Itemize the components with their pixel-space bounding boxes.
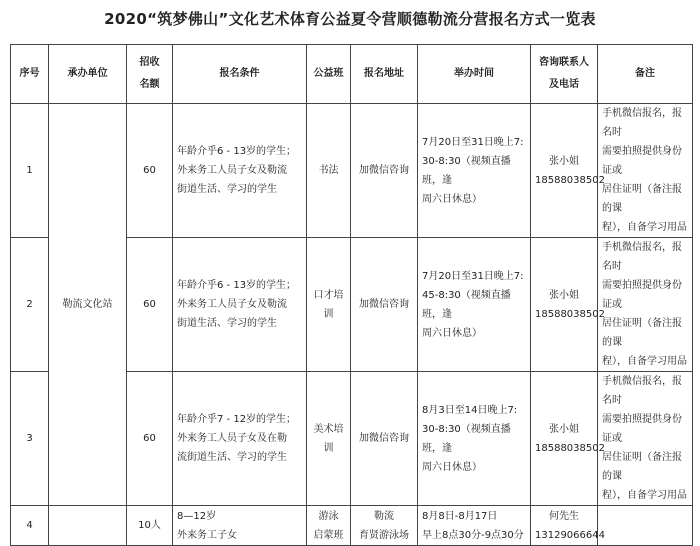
cell-condition: 年龄介乎6 - 13岁的学生； 外来务工人员子女及勒流 街道生活、学习的学生 — [173, 238, 307, 372]
header-remark: 备注 — [598, 45, 693, 104]
cell-remark: 手机微信报名，报名时 需要拍照提供身份证或 居住证明（备注报的课 程），自备学习用品 — [598, 104, 693, 238]
cell-seq: 4 — [11, 506, 49, 546]
cell-address: 加微信咨询 — [351, 238, 418, 372]
cell-seq: 2 — [11, 238, 49, 372]
cell-quota: 60 — [127, 238, 173, 372]
cell-remark: 手机微信报名，报名时 需要拍照提供身份证或 居住证明（备注报的课 程），自备学习用品 — [598, 238, 693, 372]
header-class: 公益班 — [307, 45, 351, 104]
header-condition: 报名条件 — [173, 45, 307, 104]
header-quota: 招收 名额 — [127, 45, 173, 104]
table-row — [11, 506, 693, 546]
cell-time: 7月20日至31日晚上7: 30-8:30（视频直播班，逢 周六日休息） — [418, 104, 531, 238]
cell-condition: 年龄介乎6 - 13岁的学生； 外来务工人员子女及勒流 街道生活、学习的学生 — [173, 104, 307, 238]
header-address: 报名地址 — [351, 45, 418, 104]
page-title: 2020“筑梦佛山”文化艺术体育公益夏令营顺德勒流分营报名方式一览表 — [104, 10, 596, 28]
cell-time: 7月20日至31日晚上7: 45-8:30（视频直播班，逢 周六日休息） — [418, 238, 531, 372]
cell-contact: 张小姐 18588038502 — [531, 104, 598, 238]
cell-quota: 60 — [127, 372, 173, 506]
cell-condition: 年龄介乎7 - 12岁的学生； 外来务工人员子女及在勒 流街道生活、学习的学生 — [173, 372, 307, 506]
cell-address: 勒流 育贤游泳场 — [351, 506, 418, 546]
cell-class: 游泳 启蒙班 — [307, 506, 351, 546]
cell-seq: 1 — [11, 104, 49, 238]
registration-table — [10, 44, 693, 546]
cell-remark: 手机微信报名，报名时 需要拍照提供身份证或 居住证明（备注报的课 程），自备学习用品 — [598, 372, 693, 506]
cell-time: 8月3日至14日晚上7: 30-8:30（视频直播班，逢 周六日休息） — [418, 372, 531, 506]
header-row — [11, 45, 693, 104]
cell-quota: 60 — [127, 104, 173, 238]
cell-address: 加微信咨询 — [351, 372, 418, 506]
cell-class: 口才培训 — [307, 238, 351, 372]
cell-unit — [49, 506, 127, 546]
cell-remark — [598, 506, 693, 546]
header-time: 举办时间 — [418, 45, 531, 104]
cell-class: 美术培训 — [307, 372, 351, 506]
cell-quota: 10人 — [127, 506, 173, 546]
cell-contact: 何先生 13129066644 — [531, 506, 598, 546]
cell-class: 书法 — [307, 104, 351, 238]
header-contact: 咨询联系人 及电话 — [531, 45, 598, 104]
header-seq: 序号 — [11, 45, 49, 104]
cell-condition: 8—12岁 外来务工子女 — [173, 506, 307, 546]
cell-address: 加微信咨询 — [351, 104, 418, 238]
table-row — [11, 104, 693, 238]
cell-contact: 张小姐 18588038502 — [531, 372, 598, 506]
header-unit: 承办单位 — [49, 45, 127, 104]
cell-contact: 张小姐 18588038502 — [531, 238, 598, 372]
cell-unit: 勒流文化站 — [49, 104, 127, 506]
cell-seq: 3 — [11, 372, 49, 506]
cell-time: 8月8日-8月17日 早上8点30分-9点30分 — [418, 506, 531, 546]
